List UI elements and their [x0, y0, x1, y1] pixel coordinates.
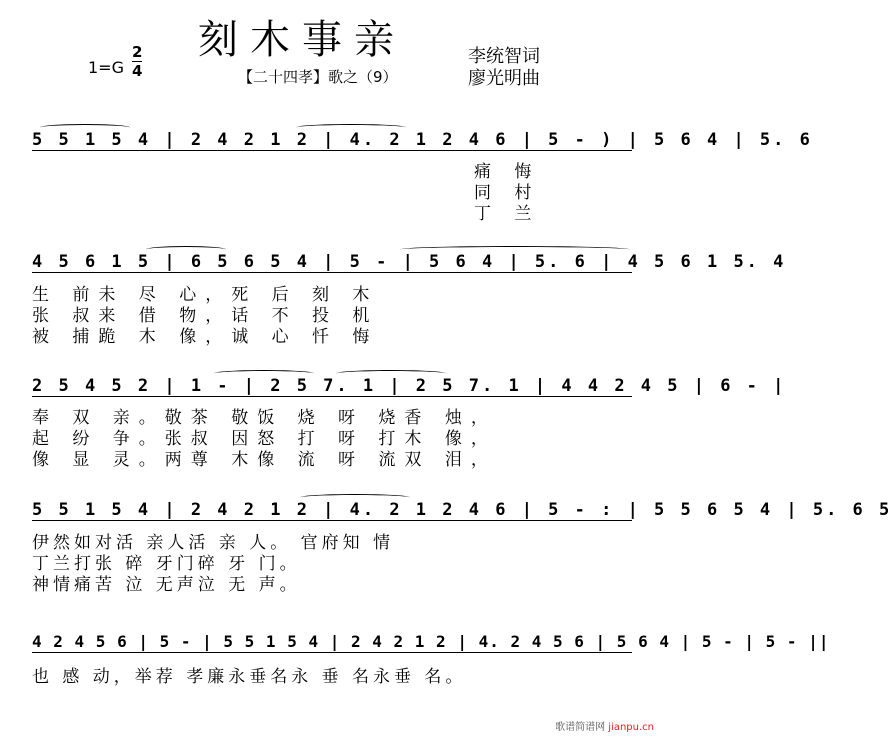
lyric-line: 张 叔来 借 物，话 不 投 机	[32, 306, 379, 326]
watermark-domain: jianpu.cn	[608, 722, 654, 733]
notation-line: 4 5 6 1 5 | 6 5 6 5 4 | 5 - | 5 6 4 | 5. 6 | 4 5 6 1 5. 4	[32, 252, 787, 272]
lyric-line: 被 捕跪 木 像，诚 心 忏 悔	[32, 327, 379, 347]
slur-mark	[214, 370, 314, 377]
subtitle: 【二十四孝】歌之（9）	[238, 68, 398, 86]
lyricist: 李统智词	[468, 46, 540, 67]
notation-line: 5 5 1 5 4 | 2 4 2 1 2 | 4. 2 1 2 4 6 | 5 - ) | 5 6 4 | 5. 6	[32, 130, 813, 150]
watermark	[555, 718, 654, 733]
system-underline	[32, 396, 632, 397]
notation-line: 4 2 4 5 6 | 5 - | 5 5 1 5 4 | 2 4 2 1 2 | 4. 2 4 5 6 | 5 6 4 | 5 - | 5 - ||	[32, 632, 830, 651]
lyric-line: 伊然如对活 亲人活 亲 人。 官府知 情	[32, 533, 395, 553]
time-signature	[132, 44, 142, 79]
system-underline	[32, 520, 632, 521]
lyric-line: 痛 悔	[474, 162, 541, 182]
watermark-site: 歌谱简谱网	[555, 722, 606, 733]
lyric-line: 同 村	[474, 183, 541, 203]
slur-mark	[300, 494, 410, 501]
page-title: 刻木事亲	[198, 17, 406, 63]
notation-line: 2 5 4 5 2 | 1 - | 2 5 7. 1 | 2 5 7. 1 | 4 4 2 4 5 | 6 - |	[32, 376, 787, 396]
slur-mark	[336, 370, 446, 377]
lyric-line: 像 显 灵。两尊 木像 流 呀 流双 泪，	[32, 450, 497, 470]
lyric-line: 奉 双 亲。敬茶 敬饭 烧 呀 烧香 烛，	[32, 408, 497, 428]
lyric-line: 神情痛苦 泣 无声泣 无 声。	[32, 575, 301, 595]
key-signature: 1=G	[88, 58, 124, 77]
lyric-line: 丁兰打张 碎 牙门碎 牙 门。	[32, 554, 301, 574]
slur-mark	[40, 124, 130, 131]
system-underline	[32, 150, 632, 151]
system-underline	[32, 272, 632, 273]
lyric-line: 丁 兰	[474, 204, 541, 224]
system-underline	[32, 652, 632, 653]
lyric-line: 起 纷 争。张叔 因怒 打 呀 打木 像，	[32, 429, 497, 449]
slur-mark	[400, 246, 630, 253]
composer: 廖光明曲	[468, 68, 540, 89]
time-signature-top: 2	[132, 43, 143, 61]
slur-mark	[296, 124, 406, 131]
time-signature-bottom: 4	[132, 62, 143, 80]
lyric-line: 也 感 动，举荐 孝廉永垂名永 垂 名永垂 名。	[32, 667, 467, 687]
lyric-line: 生 前未 尽 心，死 后 刻 木	[32, 285, 379, 305]
notation-line: 5 5 1 5 4 | 2 4 2 1 2 | 4. 2 1 2 4 6 | 5 - : | 5 5 6 5 4 | 5. 6 5	[32, 500, 892, 520]
slur-mark	[146, 246, 226, 253]
